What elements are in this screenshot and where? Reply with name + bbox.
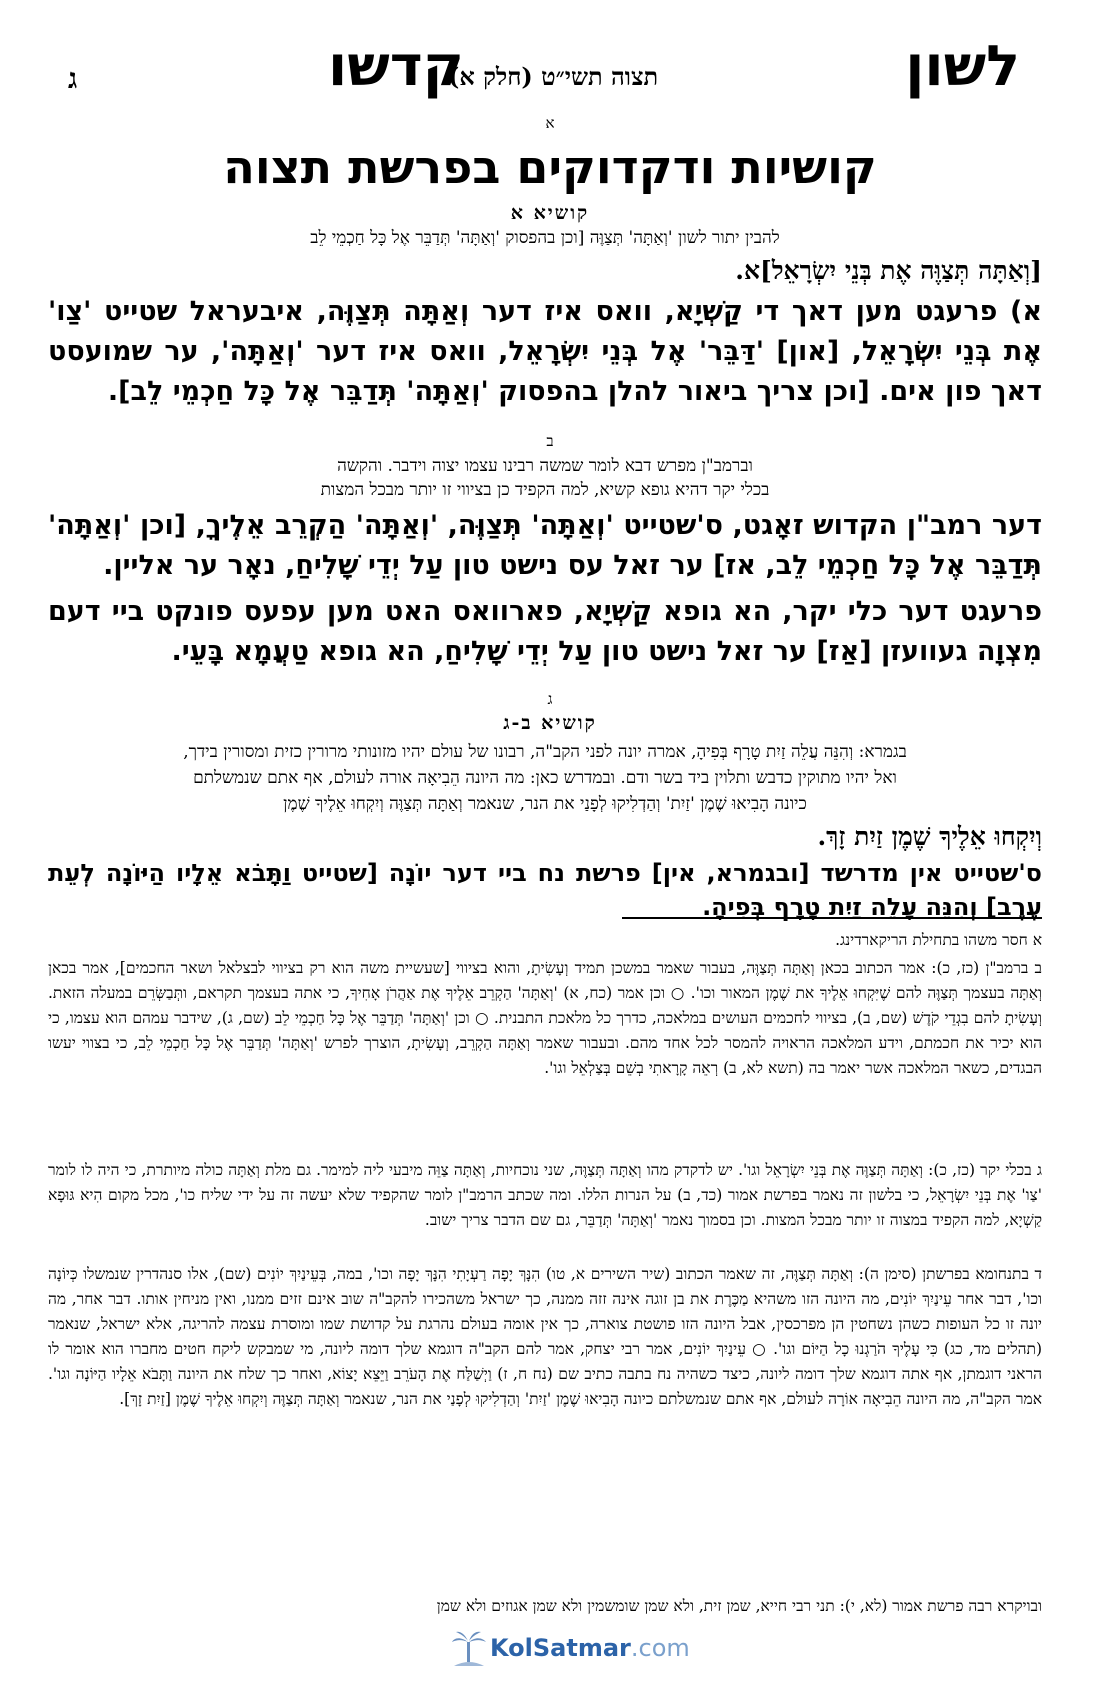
section-b-intro-1: וברמב"ן מפרש דבא לומר שמשה רבינו עצמו יצוה וידבר. והקשה bbox=[337, 456, 753, 476]
paragraph-a1: א) פרעגט מען דאך די קַשְׁיָא, וואס איז דער וְאַתָּה תְּצַוֶּה, איבעראל שטייט 'צַו' אֶת בְּנֵי יִשְׂרָאֵל, [און] 'דַּבֵּר' אֶל בְּנֵי יִשְׂרָאֵל, וואס איז דער 'וְאַתָּה', ער שמועסט דאך פון אים. [וכן צריך ביאור להלן בהפסוק 'וְאַתָּה' תְּדַבֵּר אֶל כָּל חַכְמֵי לֵב]. bbox=[48, 296, 1042, 407]
section-c-intro-3: כיונה הָבִיאוּ שֶׁמֶן 'זַיִת' וְהַדְלִיקוּ לְפָנַי את הנר, שנאמר וְאַתָּה תְּצַוֶּה וְיִקְחוּ אֵלֶיךָ שֶׁמֶן bbox=[283, 794, 807, 814]
palm-tree-icon bbox=[450, 1628, 488, 1668]
footnote-d: ד בתנחומא בפרשתן (סימן ה): וְאַתָּה תְּצַוֶּה, זה שאמר הכתוב (שיר השירים א, טו) הִנָּךְ יָפָה רַעְיָתִי הִנָּךְ יָפָה וכו', במה, בְּעֵינַיִךְ יוֹנִים (שם), אלו סנהדרין שנמשלו כְּיוֹנָה וכו', דבר אחר עֵינַיִךְ יוֹנִים, מה היונה הזו משהיא מַכֶּרֶת את בן זוגה אינה זזה ממנה, כך ישראל משהכירו להקב"ה שוב אינם זזים ממנו, ואין מניחין אותו. דבר אחר, מה יונה זו כל העופות כשהן נשחטין הן מפרכסין, אבל היונה הזו פושטת צוארה, כך אין אומה בעולם נהרגת על קדושת שמו ומוסרת עצמה להריגה, אלא ישראל, שנאמר (תהלים מד, כג) כִּי עָלֶיךָ הֹרַגְנוּ כָל הַיּוֹם וגו'. ○ עֵינַיִךְ יוֹנִים, אמר רבי יצחק, אמר להם הקב"ה דוגמא שלך דומה ליונה, מי שמבקש ליקח חטים מחברו הוא אומר לו הראני דוגמתן, אף אתה דוגמא שלך דומה ליונה, כיצד כשהיה נח בתבה כתיב שם (נח ח, ז) וַיְשַׁלַּח אֶת הָעֹרֵב וַיֵּצֵא יָצוֹא, ואחר כך שלח את היונה וַתָּבֹא אֵלָיו הַיּוֹנָה וגו'. אמר הקב"ה, מה היונה הֵבִיאָה אוֹרָה לעולם, אף אתם שנמשלתם כיונה הָבִיאוּ שֶׁמֶן 'זַיִת' וְהַדְלִיקוּ לְפָנַי את הנר, שנאמר וְאַתָּה תְּצַוֶּה וְיִקְחוּ אֵלֶיךָ שֶׁמֶן [זַיִת זָךְ]. bbox=[48, 1265, 1042, 1408]
footnote-divider bbox=[622, 917, 1042, 919]
section-letter-b: ב bbox=[546, 432, 554, 450]
paragraph-b2: פרעגט דער כלי יקר, הא גופא קַשְׁיָא, פארוואס האט מען עפעס פונקט ביי דעם מִצְוָה געוועזן [אַז] ער זאל נישט טון עַל יְדֵי שָׁלִיחַ, הא גופא טַעֲמָא בָּעֵי. bbox=[48, 596, 1042, 667]
section-c-intro-2: ואל יהיו מתוקין כדבש ותלוין ביד בשר ודם. ובמדרש כאן: מה היונה הֵבִיאָה אורה לעולם, אף אתם שנמשלתם bbox=[193, 768, 897, 788]
footnote-c: ג בכלי יקר (כז, כ): וְאַתָּה תְּצַוֶּה אֶת בְּנֵי יִשְׂרָאֵל וגו'. יש לדקדק מהו וְאַתָּה תְּצַוֶּה, שני נוכחיות, וְאַתָּה צַוֵּה מיבעי ליה למימר. גם מלת וְאַתָּה כולה מיותרת, כי היה לו לומר 'צַו' אֶת בְּנֵי יִשְׂרָאֵל, כי בלשון זה נאמר בפרשת אמור (כד, ב) על הנרות הללו. ומה שכתב הרמב"ן לומר שהקפיד שלא יעשה זה על ידי שליח כו', מכל מקום הִיא גּוּפָא קַשְׁיָא, למה הקפיד במצוה זו יותר מבכל המצות. וכן בסמוך נאמר 'וְאַתָּה' תְּדַבֵּר, גם שם הדבר צריך ישוב. bbox=[48, 1161, 1042, 1229]
footnote-continuation: ובויקרא רבה פרשת אמור (לא, י): תני רבי חייא, שמן זית, ולא שמן שומשמין ולא שמן אגוזים ולא שמן bbox=[436, 1597, 1042, 1615]
paragraph-c1: ס'שטייט אין מדרשד [ובגמרא, אין] פרשת נח ביי דער יוֹנָה [שטייט וַתָּבֹא אֵלָיו הַיּוֹנָה לְעֵת עֶרֶב] וְהִנֵּה עָלֵה זַיִת טָרָף בְּפִיהָ. bbox=[48, 859, 1042, 921]
header-word-kodsho: קדשו bbox=[328, 34, 464, 99]
question-label-1: קושיא א bbox=[510, 202, 590, 224]
section-b-intro-2: בכלי יקר דהיא גופא קשיא, למה הקפיד כן בציווי זו יותר מבכל המצות bbox=[320, 480, 770, 500]
kolsatmar-watermark bbox=[450, 1628, 690, 1672]
footnote-a: א חסר משהו בתחילת הריקארדינג. bbox=[835, 931, 1042, 949]
section-letter-a: א bbox=[545, 114, 555, 132]
verse-2: וְיִקְחוּ אֵלֶיךָ שֶׁמֶן זַיִת זָךְ. bbox=[817, 822, 1042, 851]
watermark-text: KolSatmar.com bbox=[490, 1634, 690, 1662]
section-c-intro-1: בגמרא: וְהִנֵּה עֲלֵה זַיִת טָרָף בְּפִיהָ, אמרה יונה לפני הקב"ה, רבונו של עולם יהיו מזונותי מרורין כזית ומסורין בידך, bbox=[183, 742, 907, 762]
section-letter-c: ג bbox=[547, 690, 553, 708]
verse-1: [וְאַתָּה תְּצַוֶּה אֶת בְּנֵי יִשְׂרָאֵל]א. bbox=[735, 256, 1042, 285]
header-word-lashon: לשון bbox=[905, 34, 1020, 99]
question-label-2: קושיא ב-ג bbox=[503, 712, 597, 734]
page-header bbox=[48, 28, 1060, 108]
header-parsha: תצוה תשי״ט (חלק א) bbox=[448, 62, 659, 91]
paragraph-b1: דער רמב"ן הקדוש זאָגט, ס'שטייט 'וְאַתָּה' תְּצַוֶּה, 'וְאַתָּה' הַקְרֵב אֵלֶיךָ, [וכן 'וְאַתָּה' תְּדַבֵּר אֶל כָּל חַכְמֵי לֵב, אז] ער זאל עס נישט טון עַל יְדֵי שָׁלִיחַ, נאָר ער אליין. bbox=[48, 510, 1042, 581]
footnote-b: ב ברמב"ן (כז, כ): אמר הכתוב בכאן וְאַתָּה תְּצַוֶּה, בעבור שאמר במשכן תמיד וְעָשִׂיתָ, והוא בציווי [שעשיית משה הוא רק בציווי לבצלאל ושאר החכמים], אמר בכאן וְאַתָּה בעצמך תְּצַוֶּה להם שֶׁיִּקְחוּ אֵלֶיךָ את שֶׁמֶן המאור וכו'. ○ וכן אמר (כח, א) 'וְאַתָּה' הַקְרֵב אֵלֶיךָ אֶת אַהֲרֹן אָחִיךָ, כי אתה בעצמך תקראם, ותְּבַשְּׂרֵם במעלה הזאת. וְעָשִׂיתָ להם בִגְדֵי קֹדֶשׁ (שם, ב), בציווי לחכמים העושים במלאכה, כדרך כל מלאכת התבנית. ○ וכן 'וְאַתָּה' תְּדַבֵּר אֶל כָּל חַכְמֵי לֵב (שם, ג), שידבר עמהם הוא עצמו, כי הוא יכיר את חכמתם, וידע המלאכה הראויה להמסר לכל אחד מהם. ובעבור שאמר וְאַתָּה הַקְרֵב, וְעָשִׂיתָ, הוצרך לפרש 'וְאַתָּה' תְּדַבֵּר אֶל כָּל חַכְמֵי לֵב, כי בצווי יעשו הבגדים, כשאר המלאכה אשר יאמר בה (תשא לא, ב) רְאֵה קָרָאתִי בְשֵׁם בְּצַלְאֵל וגו'. bbox=[48, 959, 1042, 1077]
page-number: ג bbox=[68, 62, 78, 95]
page-title: קושיות ודקדוקים בפרשת תצוה bbox=[223, 140, 877, 194]
question-text-1: להבין יתור לשון 'וְאַתָּה' תְּצַוֶּה [וכן בהפסוק 'וְאַתָּה' תְּדַבֵּר אֶל כָּל חַכְמֵי לֵב bbox=[310, 228, 780, 248]
